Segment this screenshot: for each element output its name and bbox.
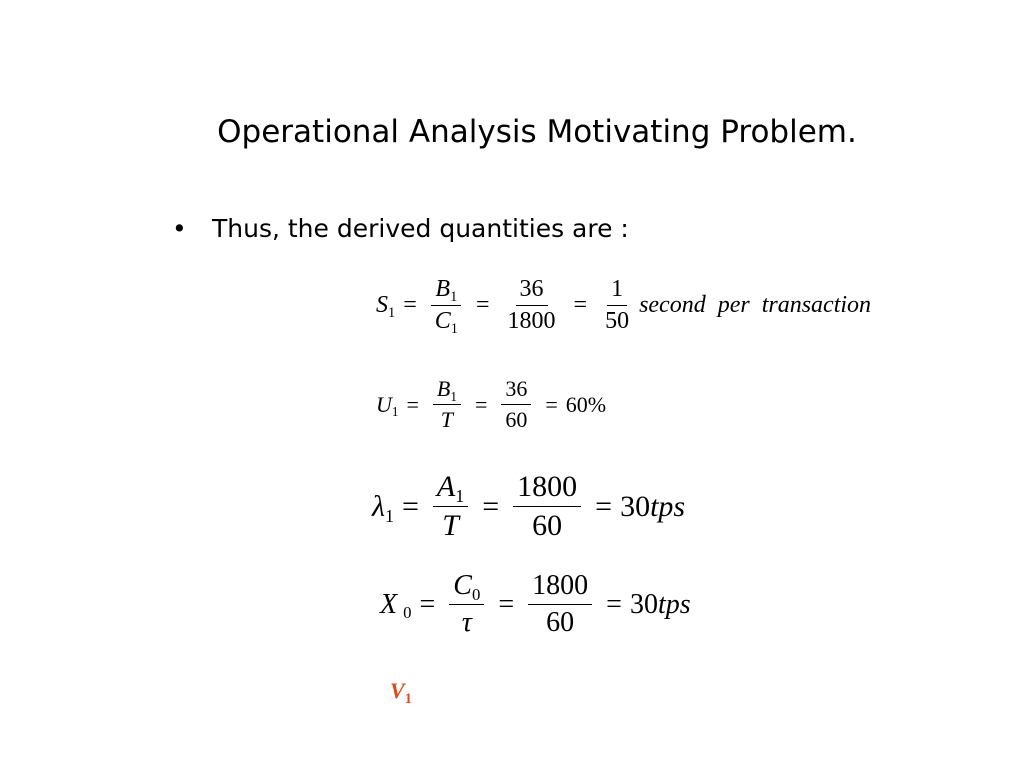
fraction-numerator: $B_1$	[431, 276, 461, 306]
fraction-numerator: 1800	[528, 570, 592, 605]
fraction-denominator: T	[442, 509, 459, 542]
fraction-numerator: 1800	[513, 470, 581, 507]
lambda1-lhs: $\lambda_1$	[372, 489, 394, 526]
v1-annotation: $V_1$	[390, 678, 412, 707]
equals-sign: =	[403, 292, 417, 318]
equals-sign: =	[402, 489, 419, 523]
x0-unit: tps	[657, 588, 691, 620]
fraction-denominator: 1800	[507, 308, 556, 334]
fraction-denominator: $C_1$	[434, 308, 458, 338]
s1-fraction-numeric	[504, 276, 560, 335]
fraction-denominator: 60	[546, 607, 575, 638]
fraction-denominator: 60	[505, 407, 528, 432]
equals-sign: =	[474, 391, 488, 417]
fraction-numerator: 36	[516, 276, 548, 306]
equation-x0	[380, 570, 691, 639]
bullet-item	[172, 214, 629, 243]
equals-sign: =	[475, 292, 490, 318]
s1-fraction-symbolic	[431, 276, 462, 338]
fraction-denominator: 50	[605, 308, 630, 334]
fraction-numerator: $B_1$	[433, 376, 461, 405]
s1-lhs: $S_1$	[376, 292, 396, 322]
lambda1-fraction-symbolic	[433, 470, 468, 543]
fraction-numerator: $C_0$	[449, 570, 484, 605]
u1-result: 60%	[565, 391, 607, 417]
s1-fraction-result	[601, 276, 633, 335]
x0-lhs: X $_0$	[380, 588, 412, 623]
u1-fraction-symbolic	[433, 376, 461, 433]
u1-lhs: $U_1$	[376, 391, 399, 420]
equals-sign: =	[482, 489, 500, 523]
bullet-marker: •	[172, 214, 187, 243]
slide-title: Operational Analysis Motivating Problem.	[217, 114, 857, 150]
equals-sign: =	[419, 588, 436, 620]
fraction-denominator: τ	[461, 607, 472, 638]
fraction-numerator: 1	[607, 276, 627, 306]
fraction-numerator: 36	[501, 376, 531, 405]
equals-sign: =	[498, 588, 515, 620]
lambda1-unit: tps	[650, 489, 686, 523]
equals-sign: =	[406, 391, 419, 417]
u1-fraction-numeric	[501, 376, 531, 433]
equation-s1	[376, 276, 872, 338]
x0-fraction-numeric	[528, 570, 592, 639]
lambda1-fraction-numeric	[513, 470, 581, 543]
equals-sign: =	[545, 391, 558, 417]
bullet-text: Thus, the derived quantities are :	[212, 214, 629, 243]
x0-result: 30	[629, 588, 658, 620]
lambda1-result: 30	[620, 489, 651, 523]
equals-sign: =	[595, 489, 613, 523]
equation-u1	[376, 376, 606, 433]
fraction-numerator: $A_1$	[433, 470, 468, 507]
x0-fraction-symbolic	[449, 570, 484, 639]
equals-sign: =	[573, 292, 588, 318]
s1-unit-text: second per transaction	[639, 292, 872, 318]
fraction-denominator: T	[440, 407, 454, 432]
equation-lambda1	[372, 470, 685, 543]
fraction-denominator: 60	[532, 509, 563, 542]
equals-sign: =	[606, 588, 622, 620]
